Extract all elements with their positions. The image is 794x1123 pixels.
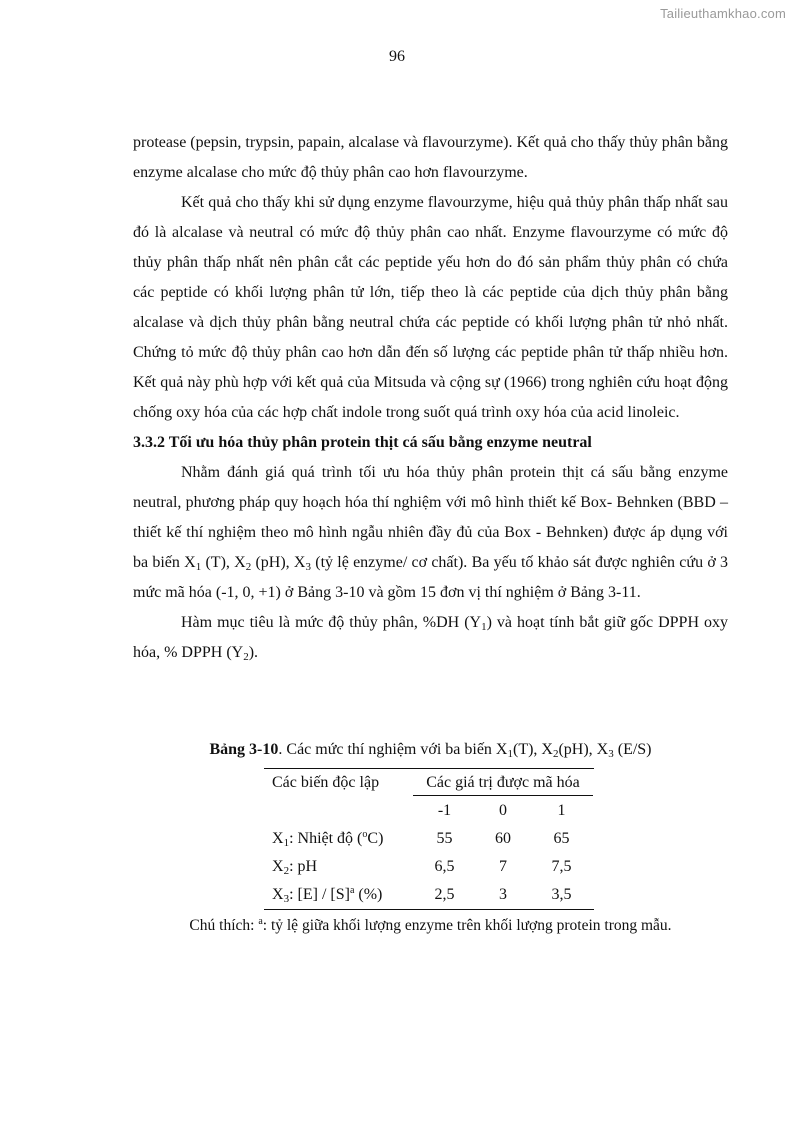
value-cell: 7,5 [551,858,572,875]
table-caption: Bảng 3-10. Các mức thí nghiệm với ba biến $X_1(T)$, $X_2(pH)$, $X_3$ (E/S) [209,741,652,760]
levels-table [264,768,594,910]
table-row [264,881,594,910]
paragraph-1: protease (pepsin, trypsin, papain, alcalase và flavourzyme). Kết quả cho thấy thủy phân bằng enzyme alcalase cho mức độ thủy phân cao hơn flavourzyme. [133,134,728,181]
table-row [264,853,594,881]
table-note: Chú thích: $^a$: tỷ lệ giữa khối lượng enzyme trên khối lượng protein trong mẫu. [189,916,672,934]
section-heading: 3.3.2 Tối ưu hóa thủy phân protein thịt cá sấu bằng enzyme neutral [133,434,592,451]
value-cell: 55 [436,830,453,847]
value-cell: 6,5 [434,858,455,875]
level-cell: 0 [498,802,507,819]
header-coded-values: Các giá trị được mã hóa [412,769,594,798]
table-header-row [264,769,594,798]
paragraph-4: Hàm mục tiêu là mức độ thủy phân, %DH $(Y_1)$ và hoạt tính bắt giữ gốc DPPH oxy hóa, % DPPH $(Y_2)$. [133,614,728,663]
variable-cell: $X_1$: Nhiệt độ ($^o$C) [272,829,384,849]
variable-cell: $X_2$: pH [272,858,318,877]
level-cell: -1 [437,802,452,819]
value-cell: 65 [553,830,570,847]
header-variables: Các biến độc lập [264,769,412,798]
value-cell: 3,5 [529,881,594,910]
paragraph-3: Nhằm đánh giá quá trình tối ưu hóa thủy phân protein thịt cá sấu bằng enzyme neutral, phương pháp quy hoạch hóa thí nghiệm với mô hình thiết kế Box- Behnken (BBD – thiết kế thí nghiệm theo mô hình ngẫu nhiên đầy đủ của Box - Behnken) được áp dụng với ba biến $X_1$ (T), $X_2$ (pH), $X_3$ (tỷ lệ enzyme/ cơ chất). Ba yếu tố khảo sát được nghiên cứu ở 3 mức mã hóa (-1, 0, +1) ở Bảng 3-10 và gồm 15 đơn vị thí nghiệm ở Bảng 3-11. [133,464,729,601]
value-cell: 60 [494,830,511,847]
table-levels-row [264,797,594,825]
value-cell: 7 [498,858,507,875]
page-number: 96 [389,48,405,65]
level-cell: 1 [557,802,566,819]
paragraph-2: Kết quả cho thấy khi sử dụng enzyme flavourzyme, hiệu quả thủy phân thấp nhất sau đó là alcalase và neutral có mức độ thủy phân cao nhất. Enzyme flavourzyme có mức độ thủy phân thấp nhất nên phân cắt các peptide yếu hơn do đó sản phẩm thủy phân có chứa các peptide có khối lượng phân tử lớn, tiếp theo là các peptide của dịch thủy phân bằng alcalase và dịch thủy phân bằng neutral chứa các peptide có khối lượng phân tử nhỏ nhất. Chứng tỏ mức độ thủy phân cao hơn dẫn đến số lượng các peptide phân tử thấp nhiều hơn. Kết quả này phù hợp với kết quả của Mitsuda và cộng sự (1966) trong nghiên cứu hoạt động chống oxy hóa của các hợp chất indole trong suốt quá trình oxy hóa của acid linoleic. [133,194,728,421]
value-cell: 3 [477,881,529,910]
watermark: Tailieuthamkhao.com [660,6,786,21]
table-row [264,825,594,853]
value-cell: 2,5 [412,881,477,910]
document-body [133,128,728,668]
variable-cell: $X_3$: $[E] / [S]^a$ (%) [264,881,412,910]
